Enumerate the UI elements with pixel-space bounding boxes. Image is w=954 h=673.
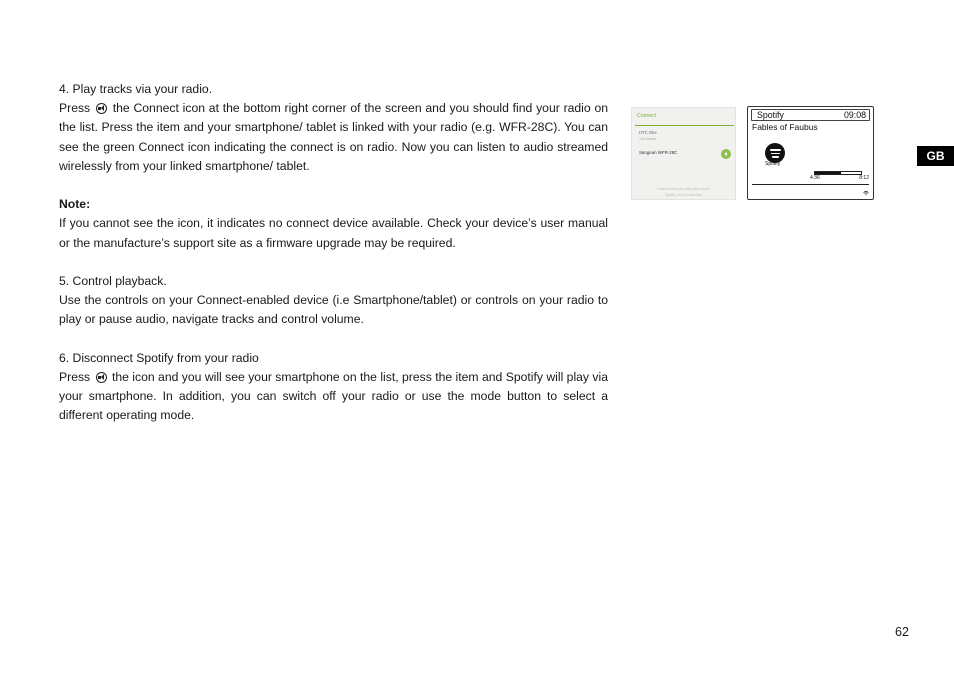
- spotify-logo-label: Spotify: [765, 161, 781, 167]
- note-body: If you cannot see the icon, it indicates no connect device available. Check your device’s user manual or the manufacture’s support site as a firmware upgrade may be required.: [59, 216, 608, 250]
- radio-track-title: Fables of Faubus: [752, 122, 818, 132]
- radio-clock: 09:08: [843, 110, 866, 120]
- connect-speaker-icon: [96, 103, 107, 114]
- radio-progress-fill: [815, 172, 841, 174]
- connect-speaker-icon: [96, 372, 107, 383]
- radio-header-bar: [751, 109, 870, 121]
- radio-display-screenshot: [747, 106, 874, 200]
- wifi-icon: [863, 191, 869, 195]
- step4-heading: 4. Play tracks via your radio.: [59, 82, 213, 96]
- step6-heading: 6. Disconnect Spotify from your radio: [59, 350, 259, 365]
- spotify-logo-icon: [765, 143, 785, 163]
- phone-connect-header: Connect: [637, 113, 657, 119]
- step5-body: Use the controls on your Connect-enabled device (i.e Smartphone/tablet) or controls on your radio to play or pause audio, navigate tracks and control volume.: [59, 293, 608, 327]
- radio-mode-label: Spotify: [757, 110, 784, 120]
- step6-body: [59, 368, 608, 426]
- phone-footer-line2: Spotify on your devices: [664, 192, 703, 197]
- step5-heading: 5. Control playback.: [59, 274, 167, 288]
- phone-header-divider: [635, 125, 734, 126]
- step6-press-label: Press: [59, 370, 91, 384]
- step4-press-label: Press: [59, 101, 91, 116]
- radio-divider: [752, 184, 869, 185]
- radio-elapsed-time: 4:36: [810, 175, 820, 181]
- step6-text: the icon and you will see your smartphone on the list, press the item and Spotify will play via your smartphone. In addition, you can switch off your radio or use the mode button to select a different operating mode.: [59, 370, 609, 423]
- phone-connect-screenshot: [631, 107, 736, 200]
- step4-body: [59, 99, 608, 176]
- connect-speaker-icon: [721, 149, 731, 159]
- radio-total-time: 8:12: [859, 175, 869, 181]
- radio-progress-bar: [814, 171, 862, 175]
- phone-device-this[interactable]: HTC One: [639, 130, 657, 135]
- step4-text: the Connect icon at the bottom right corner of the screen and you should find your radio on the list. Press the item and your smartphone/ tablet is linked with your radio (e.g. WFR-28C). You can see the green Connect icon indicating the connect is on radio. Now you can listen to audio streamed wirelessly from your linked smartphone/ tablet.: [59, 101, 609, 173]
- language-tab-gb: GB: [917, 146, 954, 166]
- phone-footer: [632, 187, 735, 198]
- phone-device-this-sub: This device: [639, 137, 657, 141]
- page-number: 62: [895, 625, 909, 639]
- manual-text-column: [59, 80, 608, 426]
- phone-footer-line1: Connect lets you play and control: [656, 187, 711, 191]
- note-heading: Note:: [59, 197, 91, 212]
- phone-device-radio[interactable]: Sangean WFR-28C: [639, 150, 678, 155]
